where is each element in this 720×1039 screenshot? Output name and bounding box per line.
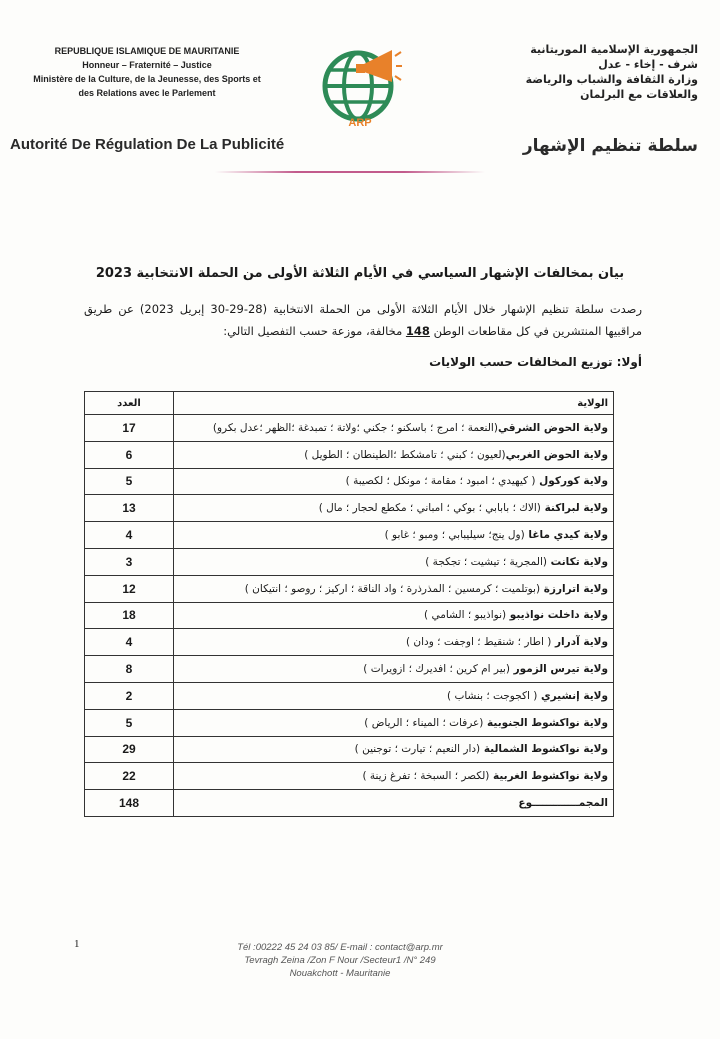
authority-name-ar: سلطة تنظيم الإشهار bbox=[522, 136, 698, 156]
footer-line-phone-email: Tél :00222 45 24 03 85/ E-mail : contact@arp.mr bbox=[237, 942, 443, 953]
region-places: (ول ينج؛ سيليبابي ؛ ومبو ؛ غابو ) bbox=[384, 529, 525, 542]
region-name: ولاية كوركول bbox=[539, 475, 608, 488]
region-cell bbox=[174, 548, 614, 575]
header-count: العدد bbox=[85, 392, 174, 415]
region-cell bbox=[174, 736, 614, 763]
arp-logo-icon bbox=[318, 42, 402, 130]
table-row bbox=[85, 656, 614, 683]
region-name: ولاية نواكشوط الغربية bbox=[493, 770, 608, 783]
table-row bbox=[85, 548, 614, 575]
region-places: (الاك ؛ بابابي ؛ بوكي ؛ امباني ؛ مكطع لحجار ؛ مال ) bbox=[318, 502, 541, 515]
authority-name-fr: Autorité De Régulation De La Publicité bbox=[10, 136, 285, 153]
region-places: ( اكجوجت ؛ بنشاب ) bbox=[447, 689, 538, 702]
count-cell: 5 bbox=[85, 468, 174, 495]
page-number: 1 bbox=[74, 938, 80, 950]
region-cell bbox=[174, 602, 614, 629]
section-title: أولا: توزيع المخالفات حسب الولايات bbox=[429, 355, 642, 369]
table-row bbox=[85, 575, 614, 602]
footer-line-address: Tevragh Zeina /Zon F Nour /Secteur1 /N° 249 bbox=[244, 955, 436, 966]
region-name: ولاية كيدي ماغا bbox=[528, 529, 608, 542]
region-name: ولاية آدرار bbox=[555, 636, 608, 649]
count-cell: 13 bbox=[85, 495, 174, 522]
count-cell: 22 bbox=[85, 763, 174, 790]
region-places: (بير ام كرين ؛ افديرك ؛ ازويرات ) bbox=[363, 663, 510, 676]
count-cell: 3 bbox=[85, 548, 174, 575]
count-cell: 18 bbox=[85, 602, 174, 629]
header-fr-ministry-1: Ministère de la Culture, de la Jeunesse, des Sports et bbox=[33, 74, 261, 84]
region-cell bbox=[174, 415, 614, 442]
count-cell: 29 bbox=[85, 736, 174, 763]
table-row bbox=[85, 763, 614, 790]
region-places: (بوتلميت ؛ كرمسين ؛ المذرذرة ؛ واد الناقة ؛ اركيز ؛ روصو ؛ انتيكان ) bbox=[244, 582, 541, 595]
region-name: ولاية اترارزة bbox=[543, 582, 608, 595]
region-places: ( كيهيدي ؛ امبود ؛ مقامة ؛ مونكل ؛ لكصيبة ) bbox=[345, 475, 536, 488]
region-places: (المجرية ؛ تيشيت ؛ تجكجة ) bbox=[425, 555, 547, 568]
header-fr-ministry-2: des Relations avec le Parlement bbox=[78, 88, 216, 98]
table-row bbox=[85, 522, 614, 549]
region-places: ( اطار ؛ شنقيط ؛ اوجفت ؛ ودان ) bbox=[406, 636, 552, 649]
footer-line-city: Nouakchott - Mauritanie bbox=[289, 968, 391, 979]
count-cell: 4 bbox=[85, 629, 174, 656]
header-french bbox=[22, 44, 272, 100]
intro-text-part2: مخالفة، موزعة حسب التفصيل التالي: bbox=[223, 324, 406, 338]
region-places: (عرفات ؛ الميناء ؛ الرياض ) bbox=[364, 716, 484, 729]
intro-paragraph bbox=[84, 298, 642, 342]
header-fr-country: REPUBLIQUE ISLAMIQUE DE MAURITANIE bbox=[54, 46, 240, 56]
region-places: (النعمة ؛ امرج ؛ باسكنو ؛ جكني ؛ولاتة ؛ تمبدغة ؛الظهر ؛عدل بكرو) bbox=[212, 421, 498, 434]
violations-table bbox=[84, 391, 614, 817]
intro-text-part1: رصدت سلطة تنظيم الإشهار خلال الأيام الثلاثة الأولى من الحملة الانتخابية (28-29-30 إبريل 2023) عن طريق مراقبيها المنتشرين في كل مقاطعات الوطن bbox=[84, 302, 642, 338]
region-places: (نواذيبو ؛ الشامي ) bbox=[424, 609, 507, 622]
count-cell: 5 bbox=[85, 709, 174, 736]
table-row bbox=[85, 602, 614, 629]
region-name: ولاية الحوض الشرقي bbox=[497, 421, 608, 434]
region-cell bbox=[174, 495, 614, 522]
table-row bbox=[85, 709, 614, 736]
header-ar-ministry-2: والعلاقات مع البرلمان bbox=[580, 88, 698, 101]
table-total-row bbox=[85, 790, 614, 817]
document-title: بيان بمخالفات الإشهار السياسي في الأيام الثلاثة الأولى من الحملة الانتخابية 2023 bbox=[95, 266, 625, 281]
total-value: 148 bbox=[85, 790, 174, 817]
table-row bbox=[85, 682, 614, 709]
region-cell bbox=[174, 468, 614, 495]
region-cell bbox=[174, 763, 614, 790]
count-cell: 6 bbox=[85, 441, 174, 468]
region-name: ولاية الحوض الغربي bbox=[505, 448, 608, 461]
region-places: (لكصر ؛ السبخة ؛ تفرغ زينة ) bbox=[362, 770, 490, 783]
count-cell: 17 bbox=[85, 415, 174, 442]
region-name: ولاية نواكشوط الجنوبية bbox=[487, 716, 608, 729]
region-cell bbox=[174, 522, 614, 549]
header-region: الولاية bbox=[174, 392, 614, 415]
region-cell bbox=[174, 709, 614, 736]
region-cell bbox=[174, 441, 614, 468]
intro-violation-count: 148 bbox=[405, 324, 430, 338]
table-row bbox=[85, 415, 614, 442]
header-ar-ministry-1: وزارة الثقافة والشباب والرياضة bbox=[525, 73, 698, 86]
table-row bbox=[85, 441, 614, 468]
count-cell: 2 bbox=[85, 682, 174, 709]
header-ar-country: الجمهورية الإسلامية الموريتانية bbox=[530, 43, 698, 56]
region-places: (لعيون ؛ كبني ؛ تامشكط ؛الطينطان ؛ الطويل ) bbox=[304, 448, 506, 461]
logo-text: ARP bbox=[348, 117, 372, 129]
region-cell bbox=[174, 575, 614, 602]
region-name: ولاية إنشيري bbox=[541, 689, 608, 702]
region-name: ولاية تكانت bbox=[550, 555, 608, 568]
count-cell: 8 bbox=[85, 656, 174, 683]
table-row bbox=[85, 495, 614, 522]
region-name: ولاية لبراكنة bbox=[544, 502, 608, 515]
region-name: ولاية داخلت نواذيبو bbox=[509, 609, 608, 622]
table-header-row bbox=[85, 392, 614, 415]
table-row bbox=[85, 629, 614, 656]
count-cell: 4 bbox=[85, 522, 174, 549]
region-name: ولاية تيرس الزمور bbox=[513, 663, 608, 676]
table-row bbox=[85, 468, 614, 495]
footer-contact bbox=[190, 941, 490, 980]
header-fr-motto: Honneur – Fraternité – Justice bbox=[82, 60, 212, 70]
region-cell bbox=[174, 656, 614, 683]
count-cell: 12 bbox=[85, 575, 174, 602]
region-cell bbox=[174, 682, 614, 709]
table-row bbox=[85, 736, 614, 763]
region-name: ولاية نواكشوط الشمالية bbox=[483, 743, 608, 756]
region-cell bbox=[174, 629, 614, 656]
header-ar-motto: شرف - إخاء - عدل bbox=[598, 58, 698, 71]
header-arabic bbox=[488, 42, 698, 102]
header-divider bbox=[215, 171, 485, 173]
total-label: المجمـــــــــــــوع bbox=[174, 790, 614, 817]
region-places: (دار النعيم ؛ تيارت ؛ توجنين ) bbox=[354, 743, 481, 756]
